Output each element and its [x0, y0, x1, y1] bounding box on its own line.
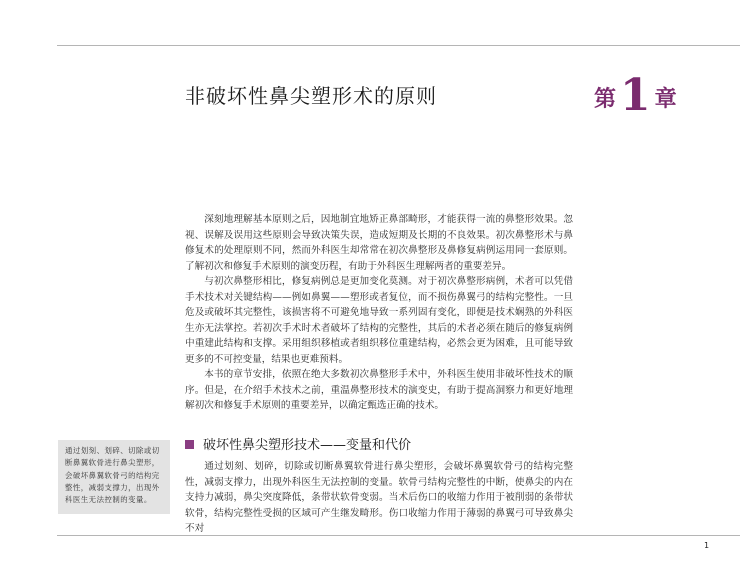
chapter-number-badge	[594, 70, 677, 121]
section-heading-text: 破坏性鼻尖塑形技术——变量和代价	[203, 438, 412, 453]
section-paragraph: 通过划刻、划碎，切除或切断鼻翼软骨进行鼻尖塑形，会破坏鼻翼软骨弓的结构完整性，减弱支撑力，出现外科医生无法控制的变量。软骨弓结构完整性的中断，使鼻尖的内在支持力减弱，鼻尖突度降低，条带状软骨变弱。当术后伤口的收缩力作用于被削弱的条带状软骨，结构完整性受损的区域可产生继发畸形。伤口收缩力作用于薄弱的鼻翼弓可导致鼻尖不对	[185, 461, 573, 534]
chapter-title: 非破坏性鼻尖塑形术的原则	[185, 84, 437, 108]
top-rule	[57, 45, 740, 46]
intro-body	[185, 212, 573, 414]
section-heading	[185, 434, 411, 453]
body-paragraph: 与初次鼻整形相比，修复病例总是更加变化莫测。对于初次鼻整形病例，术者可以凭借手术技术对关键结构——例如鼻翼——塑形或者复位，而不损伤鼻翼弓的结构完整性。一旦危及或破坏其完整性，该损害将不可避免地导致一系列固有变化，即便是技术娴熟的外科医生亦无法掌控。若初次手术时术者破坏了结构的完整性，其后的术者必须在随后的修复病例中重建此结构和支撑。采用组织移植或者组织移位重建结构，必然会更为困难，且可能导致更多的不可控变量，结果也更难预料。	[185, 276, 573, 365]
chapter-prefix: 第	[594, 86, 617, 112]
bottom-rule	[57, 535, 740, 536]
body-paragraph: 深刻地理解基本原则之后，因地制宜地矫正鼻部畸形，才能获得一流的鼻整形效果。忽视、误解及误用这些原则会导致决策失误，造成短期及长期的不良效果。初次鼻整形术与鼻修复术的处理原则不同，然而外科医生却常常在初次鼻整形及鼻修复病例运用同一套原则。了解初次和修复手术原则的演变历程，有助于外科医生理解两者的重要差异。	[185, 214, 573, 272]
chapter-number: 1	[620, 70, 651, 121]
sidenote-text: 通过划刻、划碎、切除或切断鼻翼软骨进行鼻尖塑形，会破坏鼻翼软骨弓的结构完整性，减弱支撑力，出现外科医生无法控制的变量。	[65, 446, 160, 505]
section-body	[185, 459, 573, 537]
body-paragraph: 本书的章节安排，依照在绝大多数初次鼻整形手术中，外科医生使用非破坏性技术的顺序。但是，在介绍手术技术之前，重温鼻整形技术的演变史，有助于提高洞察力和更好地理解初次和修复手术原则的重要差异，以确定甄选正确的技术。	[185, 369, 573, 411]
chapter-suffix: 章	[654, 86, 677, 112]
page-number: 1	[704, 541, 710, 550]
section-marker-icon	[185, 440, 194, 449]
sidenote-box	[58, 440, 170, 514]
